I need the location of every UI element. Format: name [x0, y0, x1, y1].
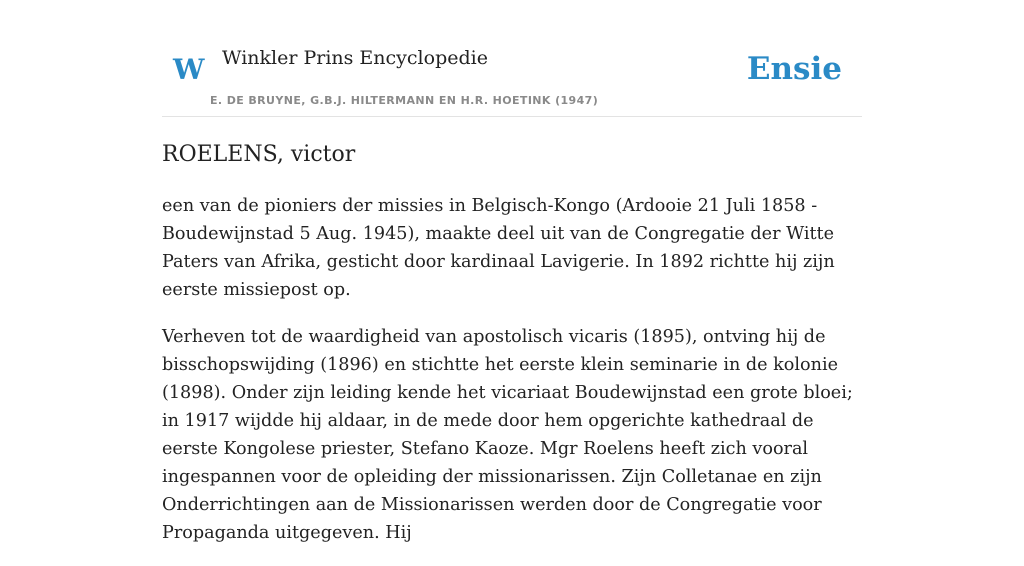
site-title[interactable]: Winkler Prins Encyclopedie: [222, 47, 488, 69]
entry-paragraph: Verheven tot de waardigheid van apostolisch vicaris (1895), ontving hij de bisschopswijding (1896) en stichtte het eerste klein seminarie in de kolonie (1898). Onder zijn leiding kende het vicariaat Boudewijnstad een grote bloei; in 1917 wijdde hij aldaar, in de mede door hem opgerichte kathedraal de eerste Kongolese priester, Stefano Kaoze. Mgr Roelens heeft zich vooral ingespannen voor de opleiding der missionarissen. Zijn Colletanae en zijn Onderrichtingen aan de Missionarissen werden door de Congregatie voor Propaganda uitgegeven. Hij: [162, 327, 853, 543]
entry-paragraph: een van de pioniers der missies in Belgisch-Kongo (Ardooie 21 Juli 1858 - Boudewijnstad 5 Aug. 1945), maakte deel uit van de Congregatie der Witte Paters van Afrika, gesticht door kardinaal Lavigerie. In 1892 richtte hij zijn eerste missiepost op.: [162, 196, 835, 300]
ensie-brand-logo[interactable]: Ensie: [746, 51, 842, 87]
winkler-prins-logo[interactable]: W: [173, 53, 205, 86]
page: [162, 0, 862, 543]
entry-body: [162, 192, 862, 566]
site-header: [162, 0, 862, 117]
entry-title: ROELENS, victor: [162, 142, 356, 167]
site-subtitle-authors: E. DE BRUYNE, G.B.J. HILTERMANN EN H.R. HOETINK (1947): [210, 94, 599, 107]
